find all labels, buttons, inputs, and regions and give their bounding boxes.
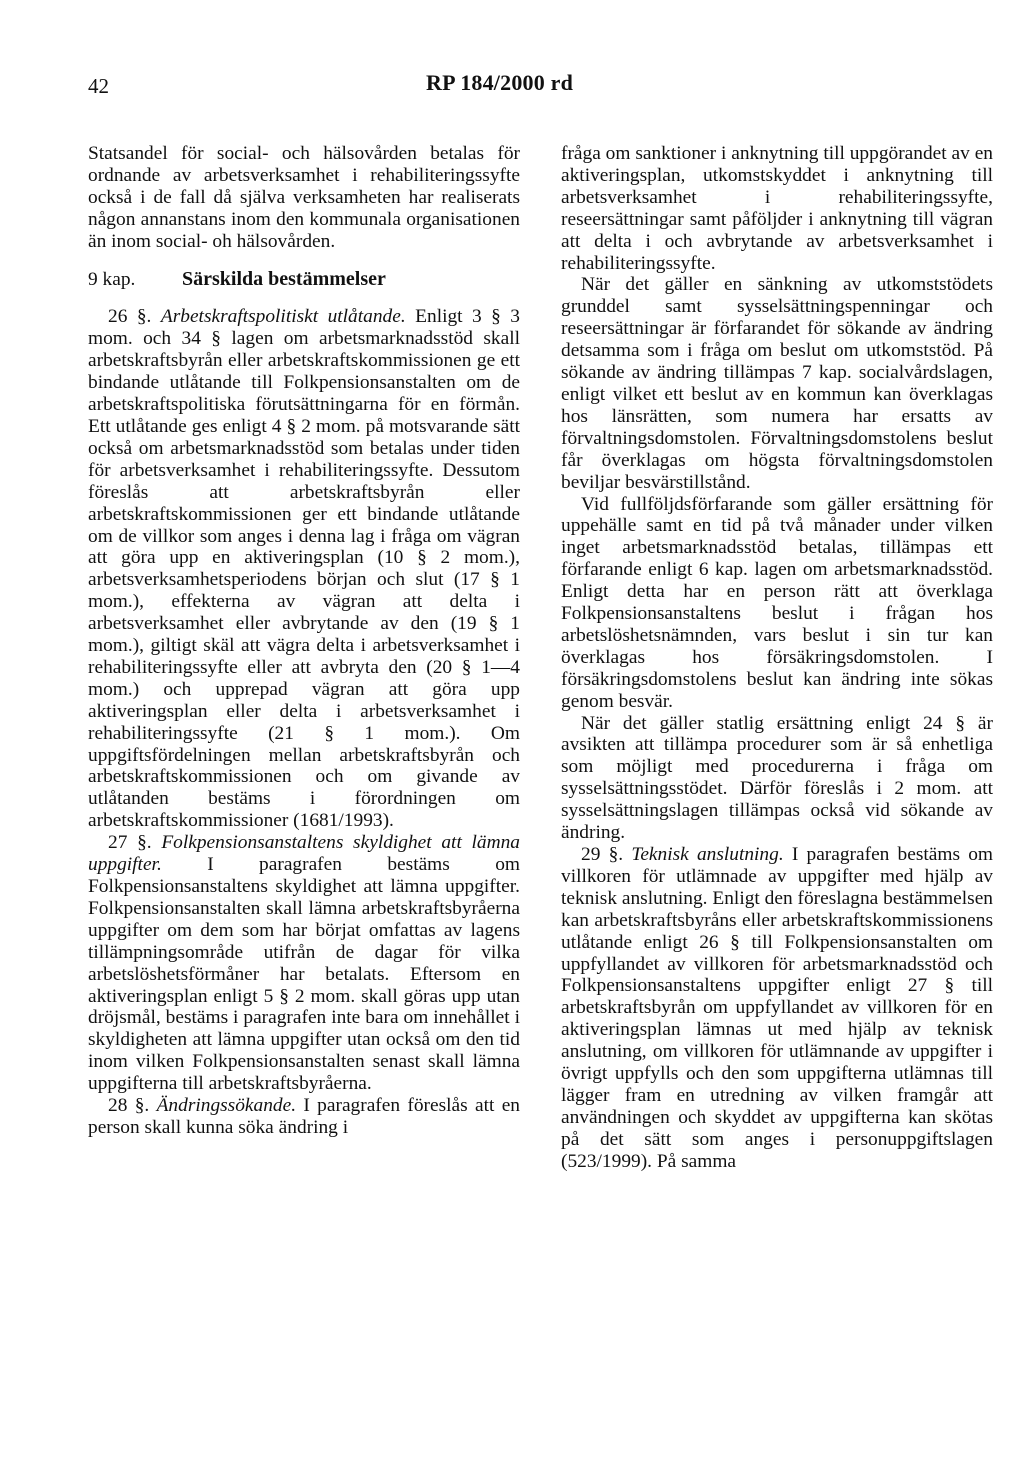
section-28-number: 28 §. [108, 1095, 150, 1117]
section-28-text: I paragrafen föreslås att en person skall kunna söka ändring i [88, 1095, 520, 1138]
state-compensation-paragraph: När det gäller statlig ersättning enligt 24 § är avsikten att tillämpa procedurer som är så enhetliga som möjligt med procedurerna i fråga om sysselsättningsstödet. Därför föreslås i 2 mom. att sysselsättningslagen tillämpas också vid sökande av ändring. [561, 712, 993, 844]
section-29-paragraph [561, 844, 993, 1173]
chapter-number: 9 kap. [88, 268, 136, 290]
section-26-number: 26 §. [108, 306, 152, 328]
section-26-paragraph [88, 306, 520, 832]
section-27-term: Folkpensionsanstaltens skyldighet att lämna uppgifter. [88, 832, 520, 876]
section-28-term: Ändringssökande. [156, 1095, 297, 1117]
section-28-paragraph [88, 1095, 520, 1139]
continuation-paragraph: fråga om sanktioner i anknytning till uppgörandet av en aktiveringsplan, utkomstskyddet i anknytning till arbetsverksamhet i rehabiliteringssyfte, reseersättningar samt påföljder i anknytning till vägran att delta i och avbrytande av arbetsverksamhet i rehabiliteringssyfte. [561, 143, 993, 274]
page-number: 42 [88, 74, 109, 98]
section-29-text: I paragrafen bestäms om villkoren för utlämnade av uppgifter med hjälp av teknisk anslutning. Enligt den föreslagna bestämmelsen kan arbetskraftsbyråns eller arbetskraftskommissionens utlåtande enligt 26 § till Folkpensionsanstalten om uppfyllandet av villkoren för arbetsmarknadsstöd och Folkpensionsanstaltens uppgifter enligt 27 § till arbetskraftsbyrån om uppfyllandet av villkoren för en aktiveringsplan lämnas ut med hjälp av teknisk anslutning, om villkoren för utlämnande av uppgifter i övrigt uppfylls och den som uppgifterna utlämnas till lägger fram en utredning av vilken framgår att användningen och skyddet av uppgifterna kan skötas på det sätt som anges i personuppgiftslagen (523/1999). På samma [561, 844, 993, 1172]
left-column [88, 143, 520, 1139]
section-27-paragraph [88, 832, 520, 1095]
running-head: RP 184/2000 rd [426, 70, 574, 95]
chapter-title: Särskilda bestämmelser [182, 267, 386, 290]
appeal-procedure-paragraph: Vid fullföljdsförfarande som gäller ersättning för uppehälle samt en tid på två månader under vilken inget arbetsmarknadsstöd betalas, tillämpas ett förfarande enligt 6 kap. lagen om arbetsmarknadsstöd. Enligt detta har en person rätt att överklaga Folkpensionsanstaltens beslut i frågan hos arbetslöshetsnämnden, vars beslut i sin tur kan överklagas hos försäkringsdomstolen. I försäkringsdomstolens beslut kan ändring inte sökas genom besvär. [561, 493, 993, 712]
section-29-term: Teknisk anslutning. [631, 844, 784, 865]
chapter-heading [88, 269, 520, 291]
section-27-number: 27 §. [108, 832, 152, 854]
intro-paragraph: Statsandel för social- och hälsovården betalas för ordnande av arbetsverksamhet i rehabiliteringssyfte också i de fall då själva verksamheten har realiserats någon annanstans inom den kommunala organisationen än inom social- oh hälsovården. [88, 143, 520, 252]
page-header [0, 66, 1024, 106]
section-26-text: Enligt 3 § 3 mom. och 34 § lagen om arbetsmarknadsstöd skall arbetskraftsbyrån eller arbetskraftskommissionen ge ett bindande utlåtande till Folkpensionsanstalten om de arbetskraftspolitiska förutsättningarna för en förmån. Ett utlåtande ges enligt 4 § 2 mom. på motsvarande sätt också om arbetsmarknadsstöd som betalas under tiden för arbetsverksamhet i rehabiliteringssyfte. Dessutom föreslås att arbetskraftsbyrån eller arbetskraftskommissionen ger ett bindande utlåtande om de villkor som anges i denna lag i fråga om vägran att göra upp en aktiveringsplan (10 § 2 mom.), arbetsverksamhetsperiodens början och slut (17 § 1 mom.), effekterna av vägran att delta i arbetsverksamhet eller avbrytande av den (19 § 1 mom.), giltigt skäl att vägra delta i arbetsverksamhet i rehabiliteringssyfte eller att avbryta den (20 § 1—4 mom.) och upprepad vägran att göra upp aktiveringsplan eller delta i arbetsverksamhet i rehabiliteringssyfte (21 § 1 mom.). Om uppgiftsfördelningen mellan arbetskraftsbyrån och arbetskraftskommissionen och om givande av utlåtanden bestäms i förordningen om arbetskraftskommissioner (1681/1993). [88, 306, 521, 832]
section-29-number: 29 §. [581, 844, 624, 865]
right-column [561, 143, 993, 1173]
section-26-term: Arbetskraftspolitiskt utlåtande. [160, 306, 406, 328]
appeal-paragraph: När det gäller en sänkning av utkomststödets grunddel samt sysselsättningspenningar och reseersättningar är förfarandet för sökande av ändring detsamma som i fråga om beslut om utkomststöd. På sökande av ändring tillämpas 7 kap. socialvårdslagen, enligt vilket ett beslut av en kommun kan överklagas hos länsrätten, som numera har ersatts av förvaltningsdomstolen. Förvaltningsdomstolens beslut får överklagas om högsta förvaltningsdomstolen beviljar besvärstillstånd. [561, 274, 993, 493]
section-27-text: I paragrafen bestäms om Folkpensionsanstaltens skyldighet att lämna uppgifter. Folkpensionsanstalten skall lämna arbetskraftsbyråerna uppgifter om dem som har börjat omfattas av lagens tillämpningsområde utifrån de dagar för vilka arbetslöshetsförmåner har betalats. Eftersom en aktiveringsplan enligt 5 § 2 mom. skall göras upp utan dröjsmål, bestäms i paragrafen inte bara om innehållet i skyldigheten att lämna uppgifter utan också om den tid inom vilken Folkpensionsanstalten senast skall lämna uppgifterna till arbetskraftsbyråerna. [88, 854, 520, 1095]
